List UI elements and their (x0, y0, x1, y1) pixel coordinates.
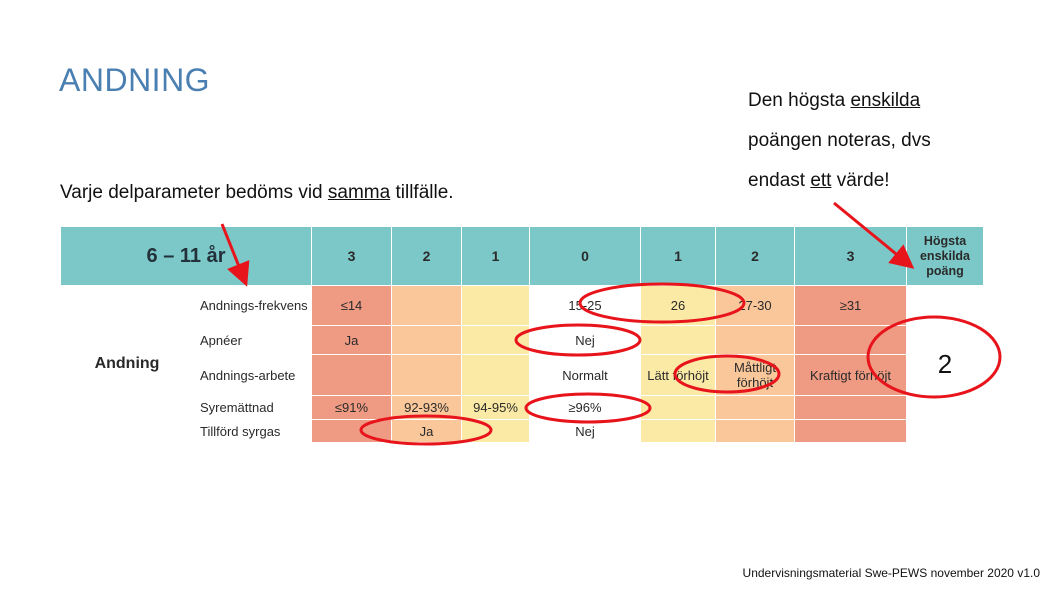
group-label: Andning (61, 286, 194, 443)
table-cell (641, 326, 716, 355)
table-cell: 94-95% (462, 396, 530, 420)
table-cell (312, 420, 392, 443)
note-line-3 (748, 170, 890, 192)
subtitle-pre: Varje delparameter bedöms vid (60, 182, 328, 203)
pews-table (60, 226, 984, 443)
note-line-2: poängen noteras, dvs (748, 130, 931, 151)
table-cell (795, 420, 907, 443)
table-cell (312, 355, 392, 396)
table-cell (392, 286, 462, 326)
table-cell: 15-25 (530, 286, 641, 326)
header-score: 1 (462, 227, 530, 286)
table-cell: Normalt (530, 355, 641, 396)
param-label: Syremättnad (194, 396, 312, 420)
header-score: 2 (392, 227, 462, 286)
slide-title: ANDNING (59, 62, 211, 98)
table-cell (716, 396, 795, 420)
table-cell (795, 396, 907, 420)
header-score: 0 (530, 227, 641, 286)
footer-text: Undervisningsmaterial Swe-PEWS november 2020 v1.0 (742, 566, 1040, 580)
table-cell: 27-30 (716, 286, 795, 326)
subtitle-post: tillfälle. (390, 182, 454, 203)
table-cell (795, 326, 907, 355)
highest-score-value: 2 (907, 286, 984, 443)
table-cell: Ja (312, 326, 392, 355)
table-cell (462, 286, 530, 326)
table-cell (462, 355, 530, 396)
header-highest-score: Högsta enskilda poäng (907, 227, 984, 286)
table-cell (716, 420, 795, 443)
table-cell (392, 326, 462, 355)
table-cell: ≥31 (795, 286, 907, 326)
note-line-3-post: värde! (831, 170, 890, 191)
table-cell (716, 326, 795, 355)
table-cell: ≤14 (312, 286, 392, 326)
table-cell (641, 420, 716, 443)
table-row (61, 355, 984, 396)
table-row (61, 420, 984, 443)
header-score: 1 (641, 227, 716, 286)
age-group-header: 6 – 11 år (61, 227, 312, 286)
note-underlined-enskilda: enskilda (850, 90, 921, 111)
table-cell (641, 396, 716, 420)
table-cell (462, 420, 530, 443)
param-label: Apnéer (194, 326, 312, 355)
param-label: Andnings-arbete (194, 355, 312, 396)
table-row (61, 286, 984, 326)
header-score: 3 (795, 227, 907, 286)
table-cell: Kraftigt förhöjt (795, 355, 907, 396)
note-line-1-text: Den högsta (748, 90, 851, 111)
slide-subtitle (60, 182, 454, 204)
note-line-1 (748, 90, 920, 112)
note-line-3-pre: endast (748, 170, 811, 191)
table-cell (462, 326, 530, 355)
table-row (61, 326, 984, 355)
table-cell: Lätt förhöjt (641, 355, 716, 396)
table-cell: ≤91% (312, 396, 392, 420)
subtitle-underlined-samma: samma (327, 182, 391, 203)
header-score: 3 (312, 227, 392, 286)
table-cell (392, 355, 462, 396)
table-cell: Nej (530, 326, 641, 355)
table-cell: 92-93% (392, 396, 462, 420)
param-label: Andnings-frekvens (194, 286, 312, 326)
note-underlined-ett: ett (810, 170, 832, 191)
table-cell: 26 (641, 286, 716, 326)
header-score: 2 (716, 227, 795, 286)
table-row (61, 396, 984, 420)
table-cell: Nej (530, 420, 641, 443)
table-cell: Måttligt förhöjt (716, 355, 795, 396)
table-cell: ≥96% (530, 396, 641, 420)
table-header-row (61, 227, 984, 286)
table-cell: Ja (392, 420, 462, 443)
param-label: Tillförd syrgas (194, 420, 312, 443)
